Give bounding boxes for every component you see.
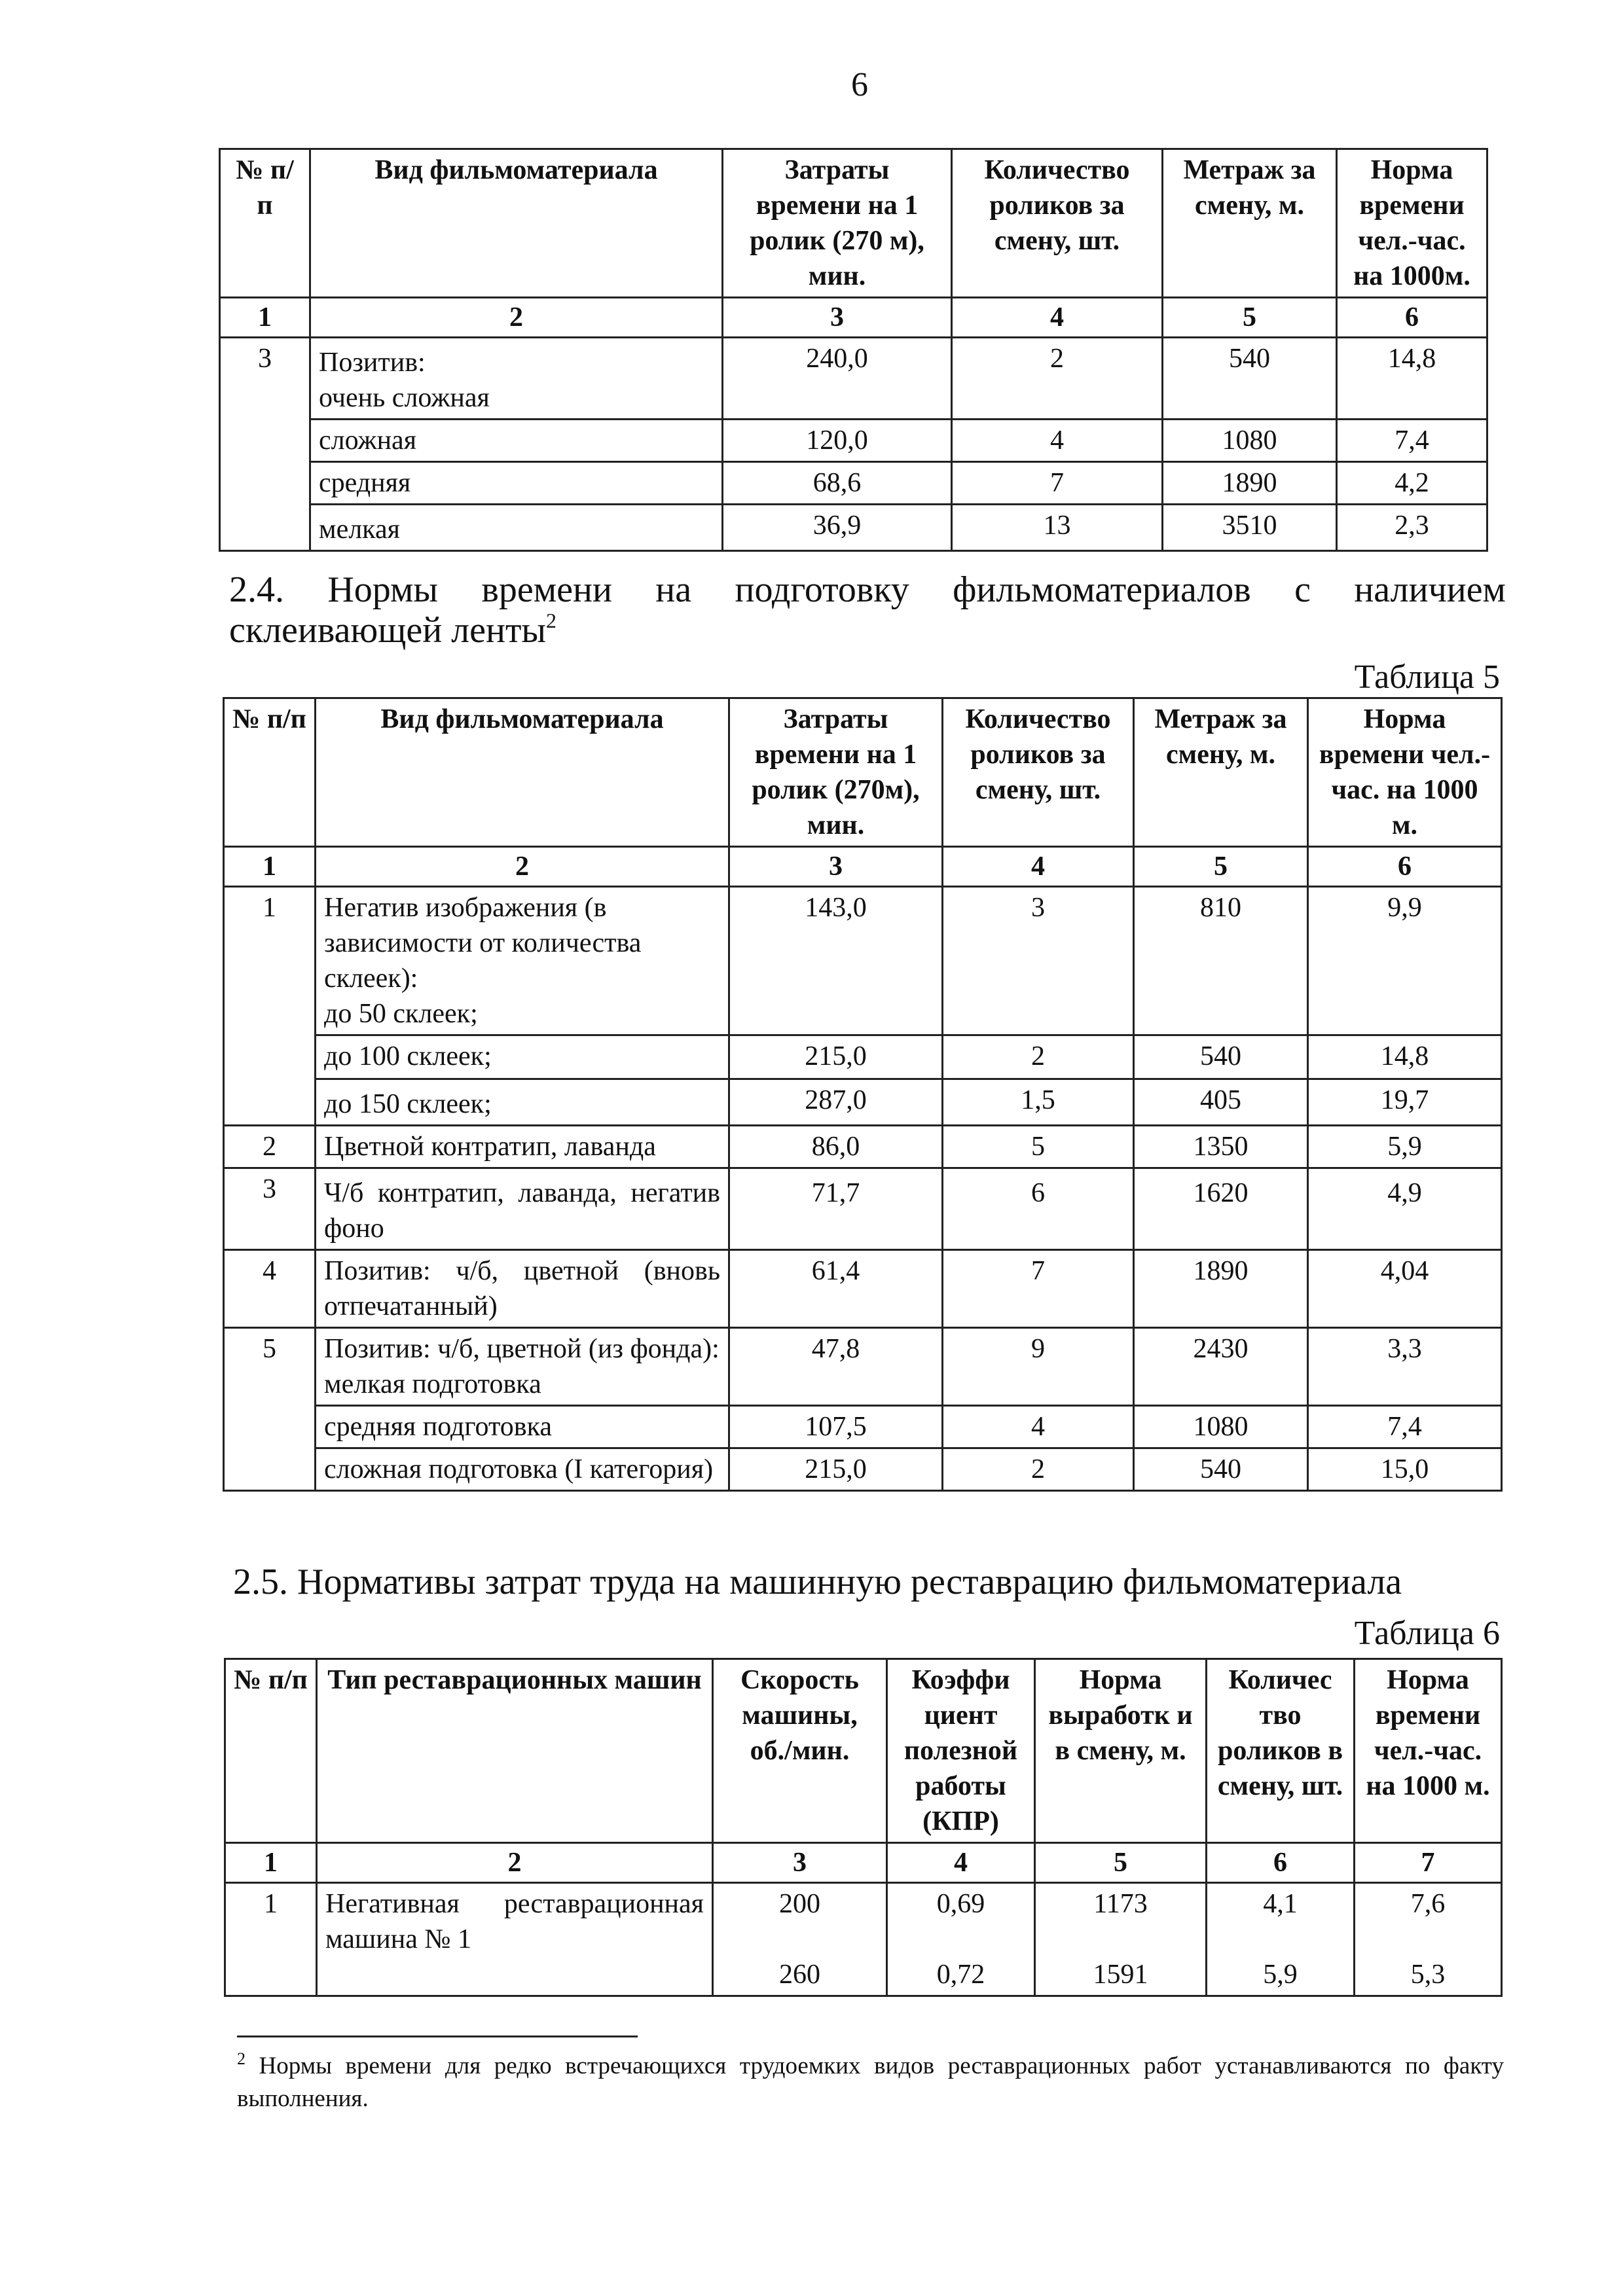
efficiency-coefficient <box>887 1883 1035 1996</box>
footnote <box>237 2050 1504 2115</box>
group-title: Позитив: ч/б, цветной (из фонда): <box>324 1334 720 1364</box>
column-number: 1 <box>225 1843 317 1883</box>
material-type <box>316 887 729 1035</box>
value-primary: 1173 <box>1093 1889 1148 1919</box>
material-subtype: мелкая <box>310 505 723 551</box>
material-subtype: до 100 склеек; <box>316 1035 729 1079</box>
header-cell: Вид фильмоматериала <box>310 149 723 298</box>
table-row <box>220 462 1487 505</box>
time-norm: 4,2 <box>1337 462 1487 505</box>
value-primary: 0,69 <box>936 1889 985 1919</box>
meters-per-shift: 1350 <box>1134 1126 1308 1168</box>
time-per-reel: 215,0 <box>729 1035 943 1079</box>
group-title: Позитив: <box>319 348 426 378</box>
time-per-reel: 71,7 <box>729 1168 943 1250</box>
time-per-reel: 240,0 <box>723 338 952 420</box>
meters-per-shift: 3510 <box>1163 505 1337 551</box>
time-norm: 19,7 <box>1308 1079 1502 1126</box>
time-norm: 4,9 <box>1308 1168 1502 1250</box>
reels-per-shift: 2 <box>952 338 1163 420</box>
value-secondary: 5,3 <box>1410 1960 1446 1990</box>
table-5 <box>223 697 1503 1492</box>
header-cell: № п/п <box>224 698 316 847</box>
reels-per-shift: 13 <box>952 505 1163 551</box>
time-per-reel: 47,8 <box>729 1328 943 1406</box>
footnote-divider <box>237 2036 638 2037</box>
column-number: 6 <box>1337 298 1487 338</box>
table-row <box>224 1126 1502 1168</box>
header-cell: Количество роликов за смену, шт. <box>952 149 1163 298</box>
section-heading-2-4: 2.4. Нормы времени на подготовку фильмоматериалов с наличием <box>229 569 1506 610</box>
column-number: 5 <box>1134 847 1308 887</box>
material-subtype: мелкая подготовка <box>324 1369 541 1399</box>
table-row <box>224 1035 1502 1079</box>
time-per-reel: 215,0 <box>729 1448 943 1491</box>
material-type <box>316 1328 729 1406</box>
time-norm: 4,04 <box>1308 1250 1502 1328</box>
meters-per-shift: 1080 <box>1163 420 1337 462</box>
reels-per-shift: 4 <box>943 1406 1134 1448</box>
reels-per-shift: 5 <box>943 1126 1134 1168</box>
column-number: 2 <box>316 847 729 887</box>
output-norm <box>1035 1883 1207 1996</box>
meters-per-shift: 2430 <box>1134 1328 1308 1406</box>
column-number: 4 <box>887 1843 1035 1883</box>
group-title: Негатив изображения (в зависимости от количества склеек): <box>324 893 642 994</box>
column-number: 1 <box>224 847 316 887</box>
column-number-row <box>225 1843 1502 1883</box>
time-norm <box>1355 1883 1502 1996</box>
time-per-reel: 107,5 <box>729 1406 943 1448</box>
footnote-mark: 2 <box>237 2049 246 2068</box>
column-number: 3 <box>713 1843 887 1883</box>
header-cell: Тип реставрационных машин <box>317 1659 713 1843</box>
meters-per-shift: 540 <box>1134 1035 1308 1079</box>
reels-per-shift: 2 <box>943 1035 1134 1079</box>
value-primary: 200 <box>779 1889 820 1919</box>
header-cell: Затраты времени на 1 ролик (270 м), мин. <box>723 149 952 298</box>
reels-per-shift: 4 <box>952 420 1163 462</box>
table-6 <box>224 1658 1503 1997</box>
header-cell: Вид фильмоматериала <box>316 698 729 847</box>
table-row <box>224 1079 1502 1126</box>
value-secondary: 5,9 <box>1263 1960 1298 1990</box>
time-norm: 2,3 <box>1337 505 1487 551</box>
column-number: 4 <box>943 847 1134 887</box>
material-subtype: сложная <box>310 420 723 462</box>
section-heading-2-4-continued <box>229 610 556 651</box>
row-number: 2 <box>224 1126 316 1168</box>
reels-per-shift: 7 <box>943 1250 1134 1328</box>
material-type: Ч/б контратип, лаванда, негатив фоно <box>316 1168 729 1250</box>
header-cell: Скорость машины, об./мин. <box>713 1659 887 1843</box>
table-label: Таблица 5 <box>1354 658 1500 696</box>
row-number: 3 <box>220 338 310 551</box>
header-cell: Количество роликов за смену, шт. <box>943 698 1134 847</box>
header-cell: № п/п <box>220 149 310 298</box>
material-type: Цветной контратип, лаванда <box>316 1126 729 1168</box>
time-per-reel: 68,6 <box>723 462 952 505</box>
time-per-reel: 86,0 <box>729 1126 943 1168</box>
value-secondary: 1591 <box>1093 1960 1148 1990</box>
table-label: Таблица 6 <box>1354 1615 1500 1652</box>
row-number: 5 <box>224 1328 316 1491</box>
table-header-row <box>224 698 1502 847</box>
header-cell: Затраты времени на 1 ролик (270м), мин. <box>729 698 943 847</box>
table-row <box>224 1406 1502 1448</box>
table-row <box>224 1448 1502 1491</box>
material-subtype: сложная подготовка (I категория) <box>316 1448 729 1491</box>
time-per-reel: 143,0 <box>729 887 943 1035</box>
reels-per-shift: 3 <box>943 887 1134 1035</box>
value-primary: 7,6 <box>1410 1889 1446 1919</box>
reels-per-shift <box>1207 1883 1355 1996</box>
column-number: 7 <box>1355 1843 1502 1883</box>
time-per-reel: 61,4 <box>729 1250 943 1328</box>
material-type <box>310 338 723 420</box>
header-cell: № п/п <box>225 1659 317 1843</box>
reels-per-shift: 6 <box>943 1168 1134 1250</box>
table-row <box>220 420 1487 462</box>
material-subtype: до 150 склеек; <box>316 1079 729 1126</box>
row-number: 3 <box>224 1168 316 1250</box>
time-per-reel: 36,9 <box>723 505 952 551</box>
meters-per-shift: 405 <box>1134 1079 1308 1126</box>
meters-per-shift: 810 <box>1134 887 1308 1035</box>
footnote-text: Нормы времени для редко встречающихся трудоемких видов реставрационных работ устанавливаются по факту выполнения. <box>237 2053 1504 2112</box>
time-norm: 15,0 <box>1308 1448 1502 1491</box>
table-header-row <box>220 149 1487 298</box>
value-secondary: 260 <box>779 1960 820 1990</box>
section-heading-text: склеивающей ленты <box>229 610 547 651</box>
header-cell: Норма времени чел.-час. на 1000 м. <box>1355 1659 1502 1843</box>
machine-type: Негативная реставрационная машина № 1 <box>317 1883 713 1996</box>
column-number: 6 <box>1308 847 1502 887</box>
value-secondary: 0,72 <box>936 1960 985 1990</box>
table-continuation <box>219 148 1488 552</box>
time-norm: 9,9 <box>1308 887 1502 1035</box>
meters-per-shift: 1890 <box>1134 1250 1308 1328</box>
column-number: 4 <box>952 298 1163 338</box>
row-number: 1 <box>225 1883 317 1996</box>
time-per-reel: 120,0 <box>723 420 952 462</box>
table-row <box>224 887 1502 1035</box>
time-per-reel: 287,0 <box>729 1079 943 1126</box>
reels-per-shift: 9 <box>943 1328 1134 1406</box>
column-number: 5 <box>1035 1843 1207 1883</box>
time-norm: 14,8 <box>1337 338 1487 420</box>
meters-per-shift: 540 <box>1163 338 1337 420</box>
table-row <box>225 1883 1502 1996</box>
material-subtype: до 50 склеек; <box>324 999 478 1029</box>
material-subtype: средняя <box>310 462 723 505</box>
reels-per-shift: 1,5 <box>943 1079 1134 1126</box>
header-cell: Норма времени чел.-час. на 1000 м. <box>1308 698 1502 847</box>
header-cell: Коэффи циент полезной работы (КПР) <box>887 1659 1035 1843</box>
table-row <box>224 1250 1502 1328</box>
time-norm: 7,4 <box>1308 1406 1502 1448</box>
header-cell: Норма времени чел.-час. на 1000м. <box>1337 149 1487 298</box>
table-row <box>220 338 1487 420</box>
reels-per-shift: 2 <box>943 1448 1134 1491</box>
column-number: 1 <box>220 298 310 338</box>
material-type: Позитив: ч/б, цветной (вновь отпечатанный) <box>316 1250 729 1328</box>
column-number: 3 <box>729 847 943 887</box>
row-number: 4 <box>224 1250 316 1328</box>
section-heading-2-5: 2.5. Нормативы затрат труда на машинную реставрацию фильмоматериала <box>233 1562 1402 1602</box>
header-cell: Норма выработк и в смену, м. <box>1035 1659 1207 1843</box>
column-number: 5 <box>1163 298 1337 338</box>
column-number-row <box>224 847 1502 887</box>
time-norm: 14,8 <box>1308 1035 1502 1079</box>
header-cell: Метраж за смену, м. <box>1134 698 1308 847</box>
reels-per-shift: 7 <box>952 462 1163 505</box>
time-norm: 3,3 <box>1308 1328 1502 1406</box>
column-number: 2 <box>310 298 723 338</box>
time-norm: 5,9 <box>1308 1126 1502 1168</box>
header-cell: Метраж за смену, м. <box>1163 149 1337 298</box>
time-norm: 7,4 <box>1337 420 1487 462</box>
footnote-reference: 2 <box>546 609 557 632</box>
table-header-row <box>225 1659 1502 1843</box>
column-number-row <box>220 298 1487 338</box>
meters-per-shift: 540 <box>1134 1448 1308 1491</box>
value-primary: 4,1 <box>1263 1889 1298 1919</box>
meters-per-shift: 1080 <box>1134 1406 1308 1448</box>
material-subtype: средняя подготовка <box>316 1406 729 1448</box>
material-subtype: очень сложная <box>319 383 490 413</box>
meters-per-shift: 1620 <box>1134 1168 1308 1250</box>
table-row <box>224 1168 1502 1250</box>
meters-per-shift: 1890 <box>1163 462 1337 505</box>
table-row <box>224 1328 1502 1406</box>
machine-speed <box>713 1883 887 1996</box>
column-number: 6 <box>1207 1843 1355 1883</box>
column-number: 3 <box>723 298 952 338</box>
page-number: 6 <box>851 66 868 103</box>
column-number: 2 <box>317 1843 713 1883</box>
header-cell: Количес тво роликов в смену, шт. <box>1207 1659 1355 1843</box>
table-row <box>220 505 1487 551</box>
row-number: 1 <box>224 887 316 1126</box>
